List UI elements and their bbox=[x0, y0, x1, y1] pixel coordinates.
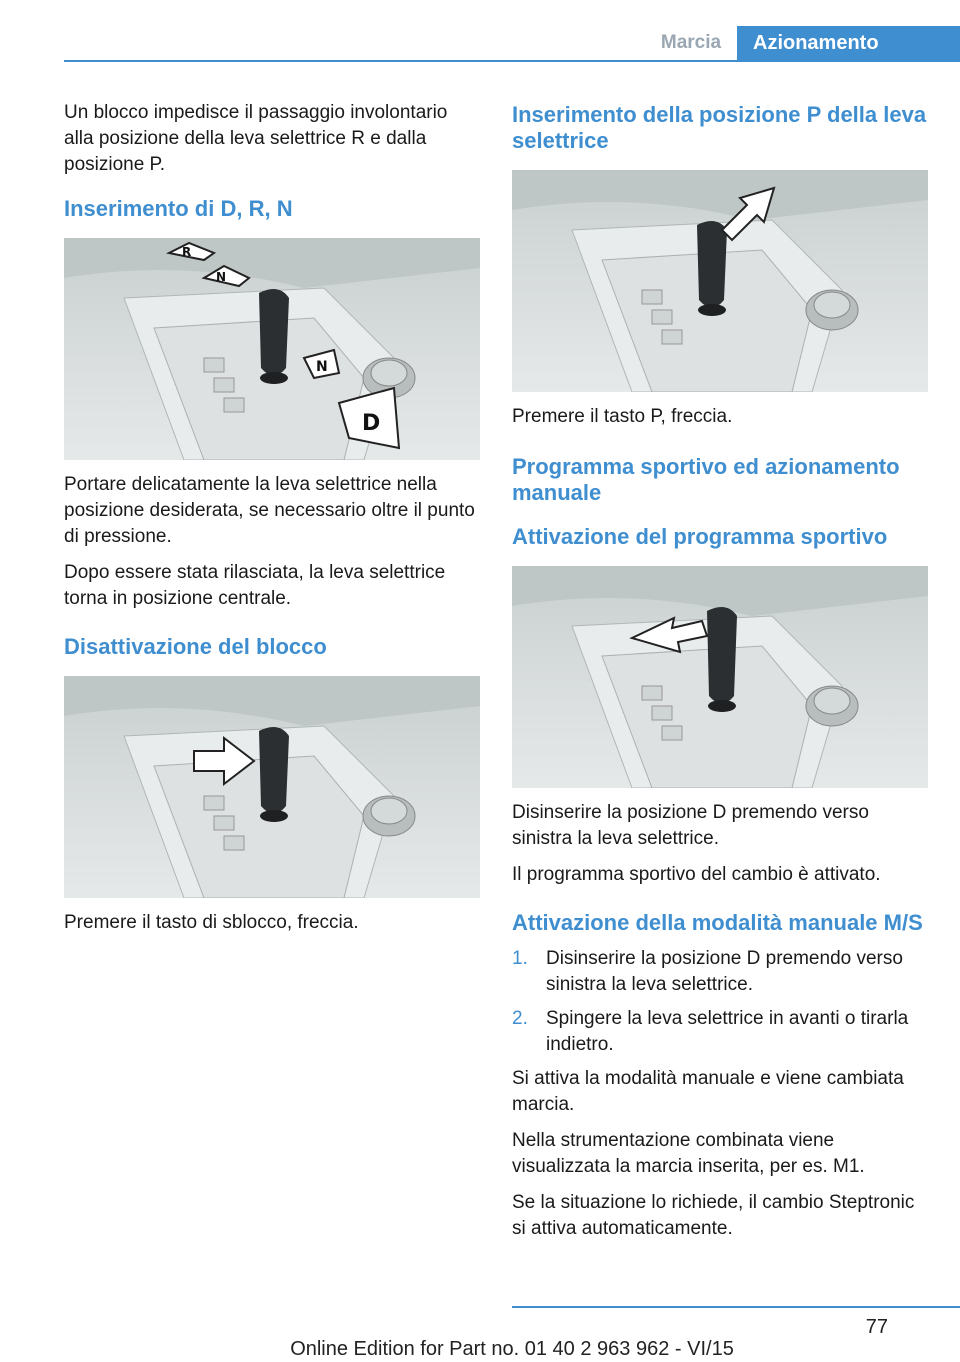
page-number: 77 bbox=[865, 1316, 888, 1338]
sport-paragraph-1: Disinserire la posizione D premendo verso sinistra la leva selettrice. bbox=[512, 802, 869, 849]
header-section-label: Marcia bbox=[660, 32, 722, 53]
figure-gear-selector-drn bbox=[64, 238, 480, 460]
right-column bbox=[512, 100, 928, 1252]
manual-paragraph-2: Nella strumentazione combinata viene visualizzata la marcia inserita, per es. M1. bbox=[512, 1130, 865, 1177]
step-text: Spingere la leva selettrice in avanti o tirarla indietro. bbox=[546, 1008, 909, 1055]
step-number: 1. bbox=[512, 948, 528, 969]
heading-sport-activation: Attivazione del programma sportivo bbox=[512, 524, 888, 549]
step-number: 2. bbox=[512, 1008, 528, 1029]
heading-drn: Inserimento di D, R, N bbox=[64, 196, 293, 221]
sport-paragraph-2: Il programma sportivo del cambio è attivato. bbox=[512, 864, 881, 885]
figure-gear-selector-sport bbox=[512, 566, 928, 788]
heading-unlock: Disattivazione del blocco bbox=[64, 634, 327, 659]
list-item bbox=[512, 1006, 928, 1058]
fig1-label-d: D bbox=[362, 411, 381, 436]
heading-position-p: Inserimento della posizione P della leva selettrice bbox=[512, 102, 927, 153]
fig1-label-n1: N bbox=[216, 270, 227, 284]
unlock-paragraph: Premere il tasto di sblocco, freccia. bbox=[64, 912, 359, 933]
heading-sport-manual: Programma sportivo ed azionamento manuale bbox=[512, 454, 900, 505]
list-item bbox=[512, 946, 928, 998]
figure-gear-selector-unlock bbox=[64, 676, 480, 898]
manual-paragraph-3: Se la situazione lo richiede, il cambio Steptronic si attiva automaticamente. bbox=[512, 1192, 915, 1239]
fig1-label-r: R bbox=[182, 245, 192, 259]
footer-rule bbox=[512, 1306, 960, 1308]
position-p-paragraph: Premere il tasto P, freccia. bbox=[512, 406, 733, 427]
header-chapter-tab: Azionamento bbox=[737, 26, 960, 62]
left-column bbox=[64, 100, 480, 946]
figure-gear-selector-p bbox=[512, 170, 928, 392]
header-rule bbox=[64, 60, 960, 62]
manual-steps-list bbox=[512, 946, 928, 1058]
edition-footer: Online Edition for Part no. 01 40 2 963 962 - VI/15 bbox=[290, 1338, 734, 1360]
heading-manual-activation: Attivazione della modalità manuale M/S bbox=[512, 910, 923, 935]
intro-paragraph: Un blocco impedisce il passaggio involontario alla posizione della leva selettrice R e dalla posizione P. bbox=[64, 102, 448, 175]
fig1-label-n2: N bbox=[316, 359, 328, 375]
step-text: Disinserire la posizione D premendo verso sinistra la leva selettrice. bbox=[546, 948, 903, 995]
drn-paragraph-2: Dopo essere stata rilasciata, la leva selettrice torna in posizione centrale. bbox=[64, 562, 446, 609]
manual-paragraph-1: Si attiva la modalità manuale e viene cambiata marcia. bbox=[512, 1068, 904, 1115]
drn-paragraph-1: Portare delicatamente la leva selettrice nella posizione desiderata, se necessario oltre il punto di pressione. bbox=[64, 474, 475, 547]
